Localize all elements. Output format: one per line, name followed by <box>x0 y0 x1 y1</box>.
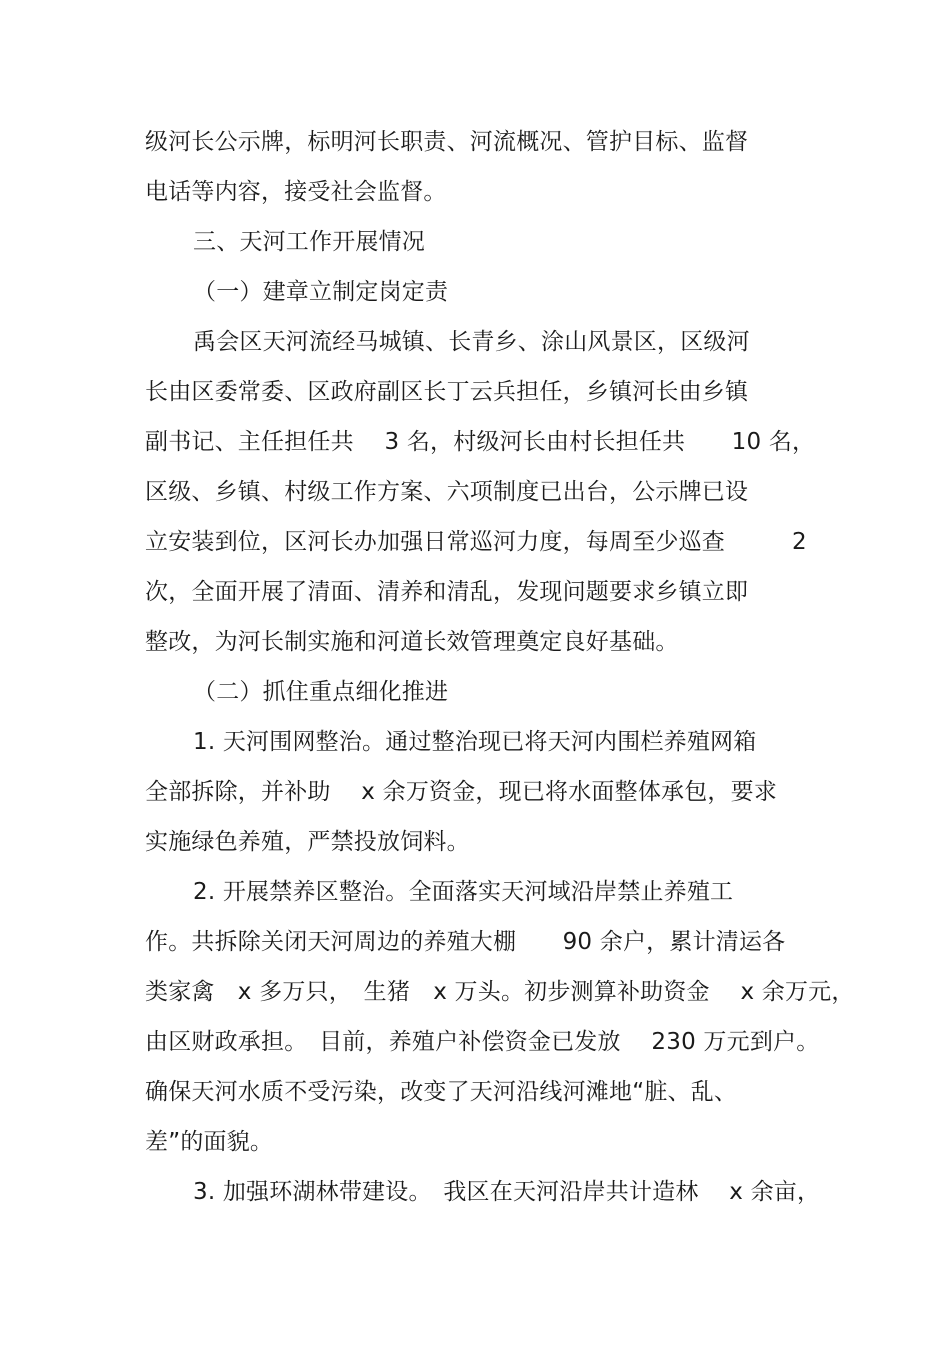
text-line: 长由区委常委、区政府副区长丁云兵担任，乡镇河长由乡镇 <box>145 379 749 405</box>
text-line: 类家禽 x 多万只， 生猪 x 万头。初步测算补助资金 x 余万元， <box>145 979 855 1005</box>
text-line: 作。共拆除关闭天河周边的养殖大棚 90 余户，累计清运各 <box>145 929 786 955</box>
text-line: 全部拆除，并补助 x 余万资金，现已将水面整体承包，要求 <box>145 779 778 805</box>
text-line: 级河长公示牌，标明河长职责、河流概况、管护目标、监督 <box>145 129 749 155</box>
text-line: 确保天河水质不受污染，改变了天河沿线河滩地“脏、乱、 <box>145 1079 738 1105</box>
text-line: 3. 加强环湖林带建设。 我区在天河沿岸共计造林 x 余亩， <box>193 1179 821 1205</box>
subsection-heading: （二）抓住重点细化推进 <box>193 679 449 705</box>
text-line: 禹会区天河流经马城镇、长青乡、涂山风景区，区级河 <box>193 329 750 355</box>
text-line: 2. 开展禁养区整治。全面落实天河域沿岸禁止养殖工 <box>193 879 734 905</box>
text-line: 1. 天河围网整治。通过整治现已将天河内围栏养殖网箱 <box>193 729 757 755</box>
text-line: 整改，为河长制实施和河道长效管理奠定良好基础。 <box>145 629 679 655</box>
text-line: 实施绿色养殖，严禁投放饲料。 <box>145 829 470 855</box>
text-line: 差”的面貌。 <box>145 1129 274 1155</box>
text-line: 电话等内容，接受社会监督。 <box>145 179 447 205</box>
text-line-number: 2 <box>792 529 807 555</box>
text-line: 副书记、主任担任共 3 名，村级河长由村长担任共 10 名， <box>145 429 816 455</box>
section-heading: 三、天河工作开展情况 <box>193 229 425 255</box>
text-line: 区级、乡镇、村级工作方案、六项制度已出台，公示牌已设 <box>145 479 749 505</box>
text-line: 立安装到位，区河长办加强日常巡河力度，每周至少巡查 <box>145 529 725 555</box>
text-line: 次，全面开展了清面、清养和清乱，发现问题要求乡镇立即 <box>145 579 749 605</box>
text-line: 由区财政承担。 目前，养殖户补偿资金已发放 230 万元到户。 <box>145 1029 820 1055</box>
subsection-heading: （一）建章立制定岗定责 <box>193 279 449 305</box>
